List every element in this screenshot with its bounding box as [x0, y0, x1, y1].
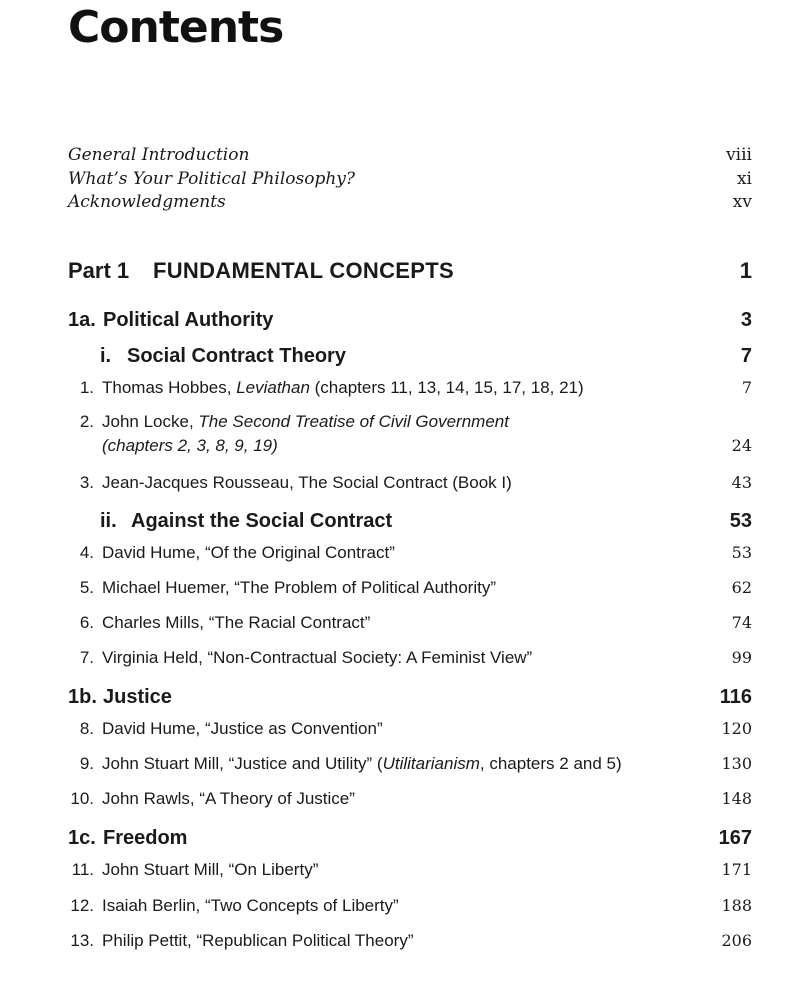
entry-title: Acknowledgments	[68, 192, 226, 212]
section-title: Freedom	[103, 827, 188, 849]
entry-title: Jean-Jacques Rousseau, The Social Contract (Book I)	[102, 473, 512, 492]
entry-page-number: 130	[721, 754, 752, 773]
subsection-page-number: 7	[740, 345, 752, 367]
entry-page-number: xi	[736, 169, 752, 189]
part-page-number: 1	[739, 258, 752, 283]
entry-title: David Hume, “Justice as Convention”	[102, 719, 383, 738]
entry-title: Thomas Hobbes, Leviathan (chapters 11, 13, 14, 15, 17, 18, 21)	[102, 378, 584, 397]
section-page-number: 167	[718, 827, 752, 849]
toc-entry[interactable]	[0, 717, 803, 741]
entry-number: 12.	[70, 896, 94, 915]
entry-page-number: 62	[731, 578, 752, 597]
section-number: 1b.	[68, 686, 97, 708]
entry-number: 4.	[79, 543, 94, 562]
toc-part-heading[interactable]	[0, 256, 803, 286]
entry-title: Isaiah Berlin, “Two Concepts of Liberty”	[102, 896, 399, 915]
entry-page-number: 43	[731, 473, 752, 492]
entry-title: John Rawls, “A Theory of Justice”	[102, 789, 355, 808]
section-number: 1a.	[68, 309, 96, 331]
subsection-title: Against the Social Contract	[131, 510, 393, 532]
entry-number: 7.	[79, 648, 94, 667]
entry-title: John Stuart Mill, “On Liberty”	[102, 860, 319, 879]
entry-number: 1.	[79, 378, 94, 397]
entry-title: Charles Mills, “The Racial Contract”	[102, 613, 371, 632]
section-number: 1c.	[68, 827, 96, 849]
section-title: Political Authority	[103, 309, 274, 331]
section-title: Justice	[103, 686, 172, 708]
toc-section-heading[interactable]	[0, 305, 803, 335]
subsection-number: i.	[100, 345, 112, 367]
entry-number: 10.	[70, 789, 94, 808]
entry-subtitle: (chapters 2, 3, 8, 9, 19)	[102, 436, 278, 455]
toc-section-heading[interactable]	[0, 823, 803, 853]
entry-title: Virginia Held, “Non-Contractual Society: A Feminist View”	[102, 648, 533, 667]
toc-entry-front-matter[interactable]	[0, 144, 803, 167]
entry-title: John Stuart Mill, “Justice and Utility” (Utilitarianism, chapters 2 and 5)	[102, 754, 622, 773]
toc-subsection-heading[interactable]	[0, 506, 803, 536]
entry-page-number: 24	[731, 436, 752, 455]
toc-entry[interactable]	[0, 471, 803, 495]
entry-page-number: 99	[731, 648, 752, 667]
section-page-number: 116	[719, 686, 752, 708]
toc-subsection-heading[interactable]	[0, 341, 803, 371]
entry-number: 3.	[79, 473, 94, 492]
entry-page-number: viii	[726, 145, 752, 165]
entry-title: John Locke, The Second Treatise of Civil Government	[102, 412, 509, 431]
entry-number: 5.	[79, 578, 94, 597]
entry-page-number: 7	[741, 378, 752, 397]
entry-page-number: 120	[721, 719, 752, 738]
toc-entry[interactable]	[0, 541, 803, 565]
entry-number: 13.	[70, 931, 94, 950]
toc-entry[interactable]	[0, 376, 803, 400]
toc-entry[interactable]	[0, 646, 803, 670]
entry-page-number: 148	[721, 789, 752, 808]
toc-entry[interactable]	[0, 752, 803, 776]
entry-title: General Introduction	[68, 145, 250, 165]
entry-title: David Hume, “Of the Original Contract”	[102, 543, 395, 562]
toc-entry[interactable]	[0, 929, 803, 953]
toc-entry[interactable]	[0, 894, 803, 918]
page-title: Contents	[68, 2, 284, 53]
toc-entry[interactable]	[0, 787, 803, 811]
entry-number: 6.	[79, 613, 94, 632]
entry-page-number: 188	[721, 896, 752, 915]
toc-entry-front-matter[interactable]	[0, 191, 803, 214]
section-page-number: 3	[740, 309, 752, 331]
entry-number: 11.	[71, 860, 94, 879]
subsection-number: ii.	[100, 510, 117, 532]
toc-entry[interactable]	[0, 858, 803, 882]
entry-page-number: xv	[732, 192, 752, 212]
entry-number: 8.	[79, 719, 94, 738]
part-title: FUNDAMENTAL CONCEPTS	[153, 258, 454, 283]
subsection-title: Social Contract Theory	[127, 345, 346, 367]
toc-entry[interactable]	[0, 410, 803, 458]
entry-number: 9.	[79, 754, 94, 773]
part-label: Part 1	[68, 258, 130, 283]
entry-page-number: 53	[731, 543, 752, 562]
entry-page-number: 206	[721, 931, 752, 950]
entry-page-number: 171	[721, 860, 752, 879]
toc-entry[interactable]	[0, 611, 803, 635]
toc-entry[interactable]	[0, 576, 803, 600]
subsection-page-number: 53	[729, 510, 752, 532]
entry-title: Philip Pettit, “Republican Political Theory”	[102, 931, 414, 950]
toc-entry-front-matter[interactable]	[0, 168, 803, 191]
entry-page-number: 74	[731, 613, 752, 632]
toc-section-heading[interactable]	[0, 682, 803, 712]
entry-title: What’s Your Political Philosophy?	[68, 169, 356, 189]
entry-number: 2.	[79, 412, 94, 431]
entry-title: Michael Huemer, “The Problem of Political Authority”	[102, 578, 496, 597]
